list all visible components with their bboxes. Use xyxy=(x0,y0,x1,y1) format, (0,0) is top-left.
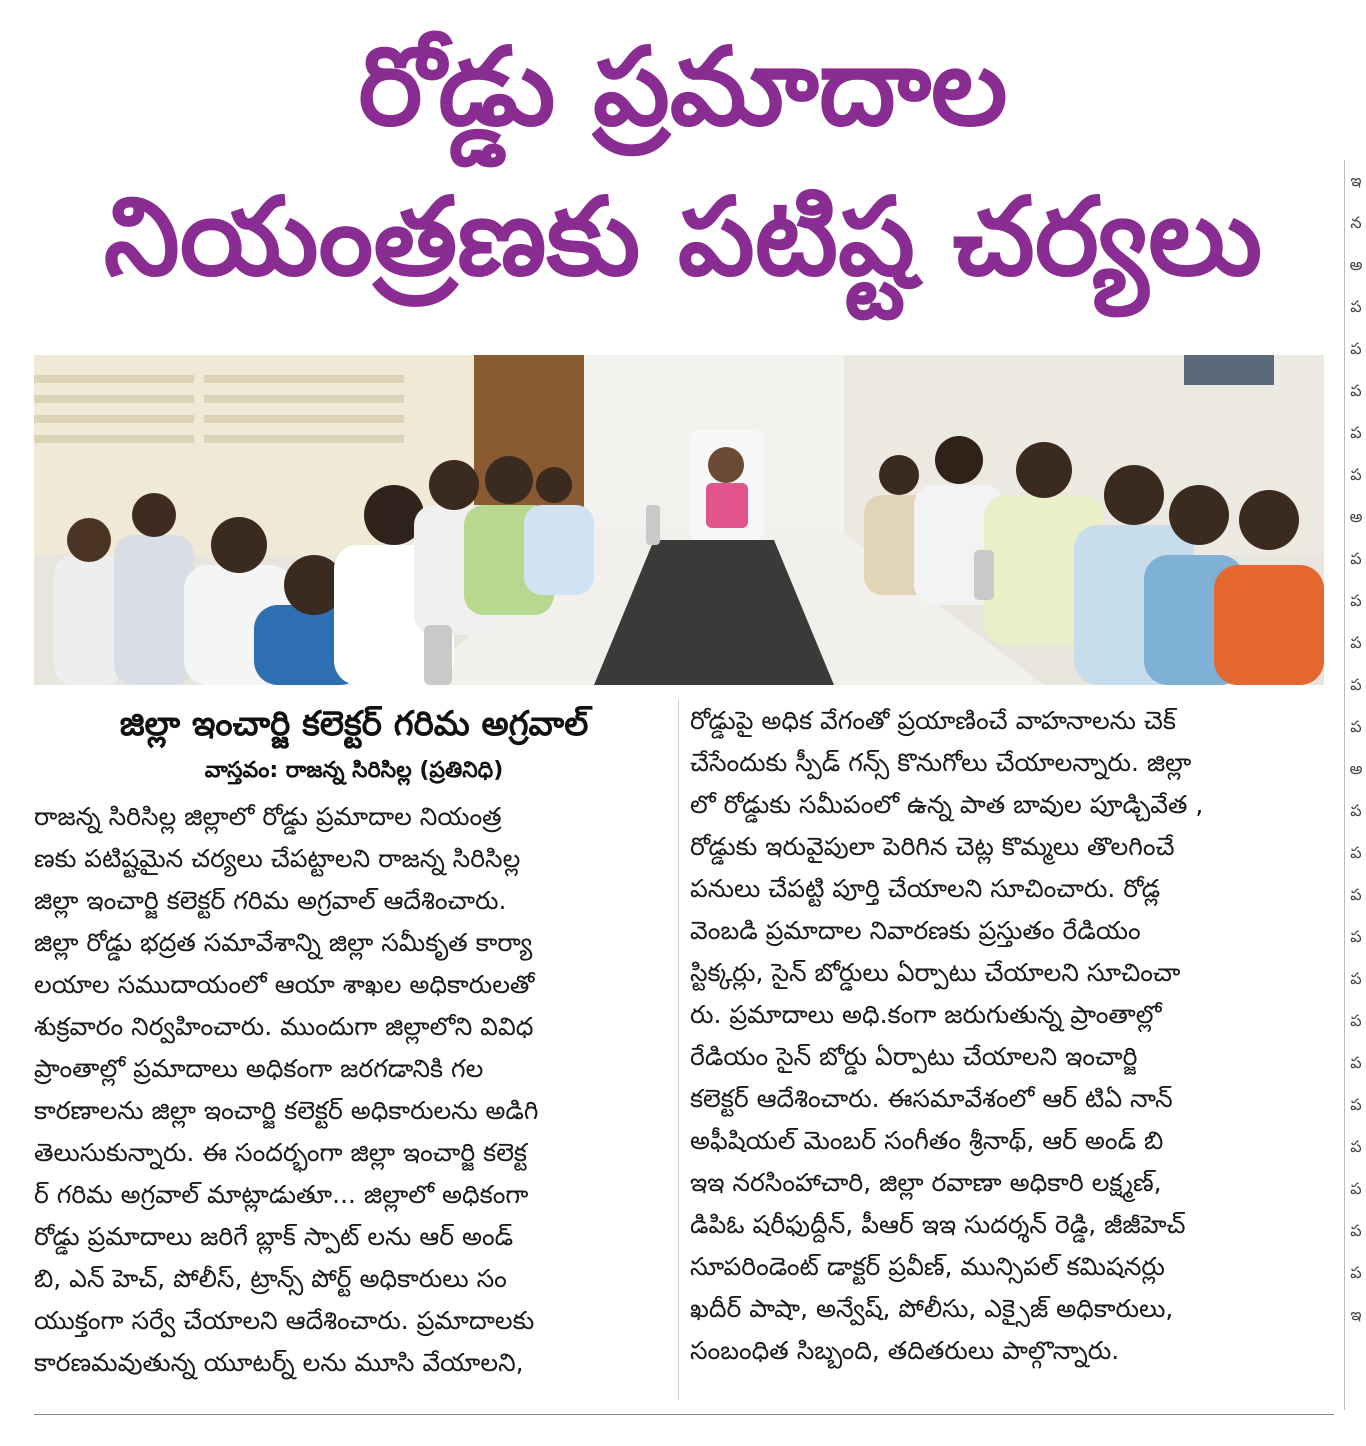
strip-glyph: ప xyxy=(1350,969,1362,988)
article-line: రాజన్న సిరిసిల్ల జిల్లాలో రోడ్డు ప్రమాదాల నియంత్ర xyxy=(34,802,502,831)
article-line: కారణమవుతున్న యూటర్న్ లను మూసి వేయాలని, xyxy=(34,1348,524,1377)
article-line: రోడ్డు ప్రమాదాలు జరిగే బ్లాక్ స్పాట్ లను ఆర్ అండ్ xyxy=(34,1222,514,1251)
strip-glyph: ప xyxy=(1350,1011,1362,1030)
article-line: జిల్లా రోడ్డు భద్రత సమావేశాన్ని జిల్లా సమీకృత కార్యా xyxy=(34,928,533,957)
strip-glyph: ప xyxy=(1350,801,1362,820)
strip-glyph: ప xyxy=(1350,633,1362,652)
headline-line-1: రోడ్డు ప్రమాదాల xyxy=(358,25,1008,150)
article-line: ఖదీర్ పాషా, అన్వేష్, పోలీసు, ఎక్సైజ్ అధికారులు, xyxy=(690,1294,1174,1323)
strip-glyph: ప xyxy=(1350,1263,1362,1282)
article-line: శుక్రవారం నిర్వహించారు. ముందుగా జిల్లాలోని వివిధ xyxy=(34,1012,534,1041)
strip-glyph: అ xyxy=(1349,255,1363,274)
strip-glyph: ప xyxy=(1350,1179,1362,1198)
article-line: పనులు చేపట్టి పూర్తి చేయాలని సూచించారు. రోడ్ల xyxy=(690,874,1161,903)
sub-heading: జిల్లా ఇంచార్జి కలెక్టర్ గరిమ అగ్రవాల్ xyxy=(119,704,589,744)
article-line: రేడియం సైన్ బోర్డు ఏర్పాటు చేయాలని ఇంచార్జి xyxy=(690,1042,1138,1071)
article-line: ణకు పటిష్టమైన చర్యలు చేపట్టాలని రాజన్న సిరిసిల్ల xyxy=(34,844,521,873)
strip-glyph: ప xyxy=(1350,591,1362,610)
strip-glyph: ప xyxy=(1350,1137,1362,1156)
column-divider xyxy=(678,700,679,1400)
article-line: కారణాలను జిల్లా ఇంచార్జి కలెక్టర్ అధికారులను అడిగి xyxy=(34,1096,539,1125)
strip-glyph: అ xyxy=(1349,507,1363,526)
article-line: స్టిక్కర్లు, సైన్ బోర్డులు ఏర్పాటు చేయాలని సూచించా xyxy=(690,958,1181,987)
adjacent-article-strip xyxy=(1344,160,1366,1410)
article-column-2 xyxy=(690,700,1330,1372)
strip-glyph: ఇ xyxy=(1350,1305,1362,1324)
headline-line-2: నియంత్రణకు పటిష్ట చర్యలు xyxy=(103,175,1263,300)
article-line: అఫీషియల్ మెంబర్ సంగీతం శ్రీనాథ్, ఆర్ అండ్ బి xyxy=(690,1126,1164,1155)
article-line: రోడ్డుకు ఇరువైపులా పెరిగిన చెట్ల కొమ్మలు తొలగించే xyxy=(690,832,1175,861)
strip-glyph: ప xyxy=(1350,339,1362,358)
article-line: సూపరిండెంట్ డాక్టర్ ప్రవీణ్, మున్సిపల్ కమిషనర్లు xyxy=(690,1252,1165,1281)
strip-glyph: ప xyxy=(1350,885,1362,904)
strip-glyph: ప xyxy=(1350,843,1362,862)
article-line: లయాల సముదాయంలో ఆయా శాఖల అధికారులతో xyxy=(34,970,535,999)
article-line: డిపిఓ షరీఫుద్దీన్, పీఆర్ ఇఇ సుదర్శన్ రెడ్డి, జీజీహెచ్ xyxy=(690,1210,1186,1239)
strip-glyph: న xyxy=(1350,213,1362,232)
article-line: ర్ గరిమ అగ్రవాల్ మాట్లాడుతూ... జిల్లాలో అధికంగా xyxy=(34,1180,529,1209)
bottom-rule xyxy=(34,1414,1334,1415)
strip-glyph: ప xyxy=(1350,1095,1362,1114)
article-line: వెంబడి ప్రమాదాల నివారణకు ప్రస్తుతం రేడియం xyxy=(690,916,1141,945)
strip-glyph: ప xyxy=(1350,1053,1362,1072)
strip-glyph: ప xyxy=(1350,549,1362,568)
article-line: ఇఇ నరసింహాచారి, జిల్లా రవాణా అధికారి లక్ష్మణ్, xyxy=(690,1168,1162,1197)
article-line: కలెక్టర్ ఆదేశించారు. ఈసమావేశంలో ఆర్ టిఏ నాన్ xyxy=(690,1084,1173,1113)
article-line: రు. ప్రమాదాలు అధి.కంగా జరుగుతున్న ప్రాంతాల్లో xyxy=(690,1000,1162,1029)
strip-glyph: ప xyxy=(1350,423,1362,442)
strip-glyph: ప xyxy=(1350,927,1362,946)
strip-glyph: ఇ xyxy=(1350,171,1362,190)
strip-glyph: ప xyxy=(1350,717,1362,736)
article-line: బి, ఎన్ హెచ్, పోలీస్, ట్రాన్స్ పోర్ట్ అధికారులు సం xyxy=(34,1264,507,1293)
dateline: వాస్తవం: రాజన్న సిరిసిల్ల (ప్రతినిధి) xyxy=(204,758,504,783)
strip-glyph: ప xyxy=(1350,465,1362,484)
meeting-photo xyxy=(34,355,1324,685)
article-column-1 xyxy=(34,796,664,1384)
article-line: తెలుసుకున్నారు. ఈ సందర్భంగా జిల్లా ఇంచార్జి కలెక్ట xyxy=(34,1138,527,1167)
strip-glyph: ప xyxy=(1350,381,1362,400)
article-line: లో రోడ్డుకు సమీపంలో ఉన్న పాత బావుల పూడ్చివేత , xyxy=(690,790,1204,819)
article-line: జిల్లా ఇంచార్జి కలెక్టర్ గరిమ అగ్రవాల్ ఆదేశించారు. xyxy=(34,886,507,915)
strip-glyph: ప xyxy=(1350,675,1362,694)
article-line: యుక్తంగా సర్వే చేయాలని ఆదేశించారు. ప్రమాదాలకు xyxy=(34,1306,535,1335)
strip-glyph: అ xyxy=(1349,759,1363,778)
article-line: సంబంధిత సిబ్బంది, తదితరులు పాల్గొన్నారు. xyxy=(690,1336,1120,1365)
strip-glyph: ప xyxy=(1350,1221,1362,1240)
article-line: రోడ్డుపై అధిక వేగంతో ప్రయాణించే వాహనాలను చెక్ xyxy=(690,706,1176,735)
article-line: చేసేందుకు స్పీడ్ గన్స్ కొనుగోలు చేయాలన్నారు. జిల్లా xyxy=(690,748,1192,777)
strip-glyph: ప xyxy=(1350,297,1362,316)
article-line: ప్రాంతాల్లో ప్రమాదాలు అధికంగా జరగడానికి గల xyxy=(34,1054,484,1083)
